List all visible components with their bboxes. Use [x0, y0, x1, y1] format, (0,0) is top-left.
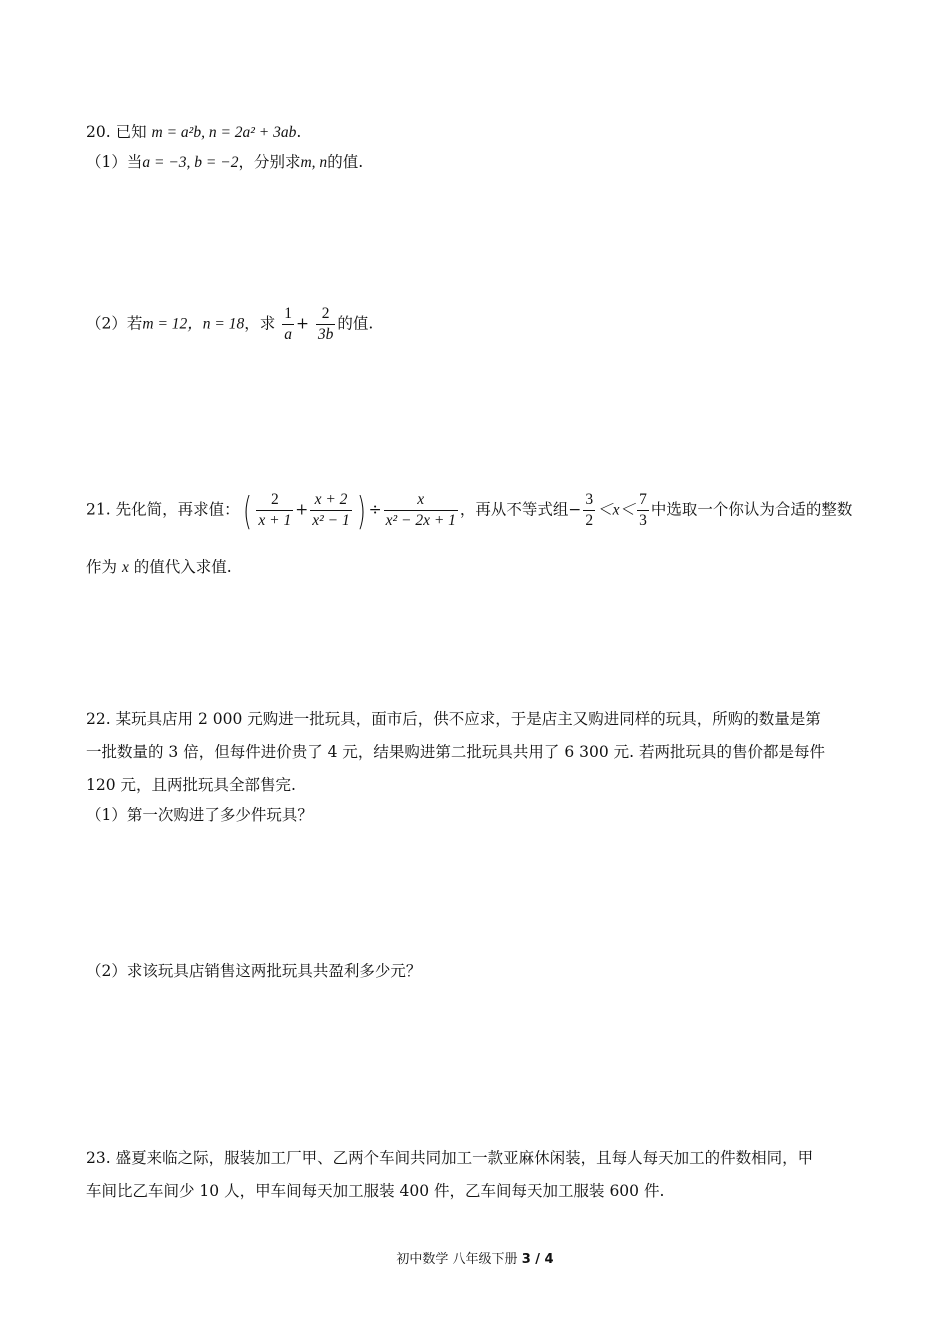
q20-p1-prefix: （1）当: [86, 153, 143, 171]
q21-line2-b: 的值代入求值.: [133, 558, 232, 576]
q20-p2-math: m = 12，n = 18: [142, 315, 245, 333]
q20-frac2-den: 3b: [317, 326, 334, 343]
q20-fraction-1: [282, 304, 294, 345]
footer-page-total: 4: [544, 1252, 554, 1267]
q23-line1: 23. 盛夏来临之际，服装加工厂甲、乙两个车间共同加工一款亚麻休闲装，且每人每天加工的件数相同，甲: [86, 1149, 814, 1167]
q20-p2-prefix: （2）若: [86, 314, 143, 333]
left-paren: (: [242, 488, 252, 533]
q21-ineq-f2-num: 7: [639, 491, 647, 508]
q21-fraction-2: [310, 490, 352, 531]
q20-part1: [86, 151, 363, 174]
q21-f2-num: x + 2: [314, 491, 348, 508]
q21-line2: [86, 556, 232, 579]
q21-ineq-fraction-1: [583, 490, 595, 531]
q21-fraction-1: [256, 490, 293, 531]
q21-f2-den: x² − 1: [312, 512, 350, 529]
q20-stem-math: m = a²b, n = 2a² + 3ab: [151, 124, 297, 141]
q22-line3: 120 元，且两批玩具全部售完.: [86, 776, 296, 794]
q20-stem: [86, 121, 301, 144]
footer-label: 初中数学 八年级下册: [396, 1252, 518, 1267]
q20-fraction-2: [316, 304, 336, 345]
q21-ineq-f2-den: 3: [639, 512, 647, 529]
q21-tail: 中选取一个你认为合适的整数: [650, 500, 853, 519]
q21-ineq-fraction-2: [637, 490, 649, 531]
q20-frac1-den: a: [284, 326, 292, 343]
q21-line1: [86, 490, 852, 531]
q21-mid-text: ，再从不等式组: [459, 500, 569, 519]
right-paren: ): [356, 488, 366, 533]
footer-separator: /: [530, 1252, 545, 1267]
q20-stem-prefix: 20. 已知: [86, 123, 147, 141]
q21-line2-var: x: [121, 559, 129, 576]
q21-fraction-3: [384, 490, 458, 531]
q20-frac2-num: 2: [321, 305, 330, 322]
q21-line2-a: 作为: [86, 558, 118, 576]
q23-line2: 车间比乙车间少 10 人，甲车间每天加工服装 400 件，乙车间每天加工服装 600 件.: [86, 1182, 665, 1200]
q20-p2-text: ，求: [244, 314, 276, 333]
q21-plus: +: [295, 500, 309, 519]
q20-p1-text: ，分别求: [238, 153, 301, 171]
q20-p1-math: a = −3, b = −2: [142, 154, 239, 171]
q22-line2: 一批数量的 3 倍，但每件进价贵了 4 元，结果购进第二批玩具共用了 6 300 元. 若两批玩具的售价都是每件: [86, 743, 826, 761]
q21-ineq-mid: ＜x＜: [597, 501, 636, 519]
q21-ineq-minus: −: [568, 500, 582, 519]
q20-plus: +: [295, 314, 309, 333]
q20-part2: [86, 304, 373, 345]
q21-f3-den: x² − 2x + 1: [385, 512, 456, 529]
q20-frac1-num: 1: [284, 305, 292, 322]
q20-p1-end: 的值.: [327, 153, 364, 171]
q22-part1: （1）第一次购进了多少件玩具？: [86, 806, 313, 824]
q22-part2: （2）求该玩具店销售这两批玩具共盈利多少元？: [86, 962, 422, 980]
q22-line1: 22. 某玩具店用 2 000 元购进一批玩具，面市后，供不应求，于是店主又购进同样的玩具，所购的数量是第: [86, 710, 821, 728]
q20-stem-end: .: [296, 123, 302, 141]
q20-p2-end: 的值.: [337, 314, 374, 333]
footer-page-number: 3: [521, 1252, 531, 1267]
q21-ineq-f1-num: 3: [585, 491, 594, 508]
q20-p1-vars: m, n: [300, 154, 328, 171]
q21-f3-num: x: [417, 491, 425, 508]
page-footer: [0, 1248, 950, 1267]
q21-div: ÷: [368, 500, 382, 519]
q21-prefix: 21. 先化简，再求值：: [86, 500, 240, 519]
q21-f1-den: x + 1: [258, 512, 292, 529]
q21-ineq-f1-den: 2: [585, 512, 594, 529]
q21-f1-num: 2: [270, 491, 279, 508]
